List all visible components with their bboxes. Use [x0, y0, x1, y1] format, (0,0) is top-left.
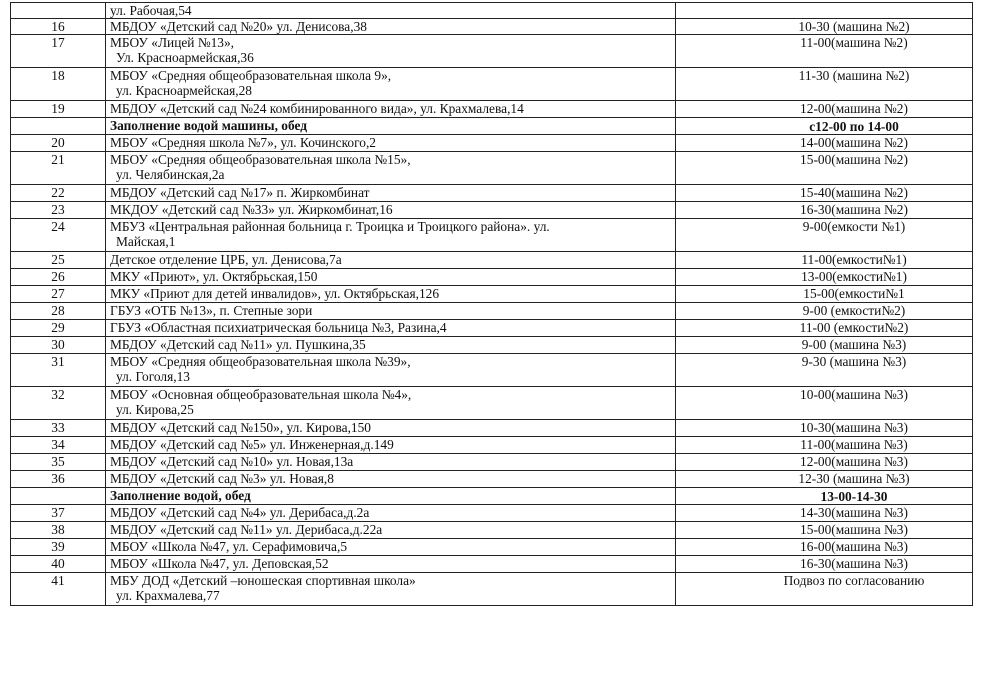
table-row — [11, 202, 973, 219]
section-row — [11, 118, 973, 135]
schedule-time: 16-30(машина №3) — [800, 556, 908, 571]
table-row — [11, 252, 973, 269]
institution-address: ул. Крахмалева,77 — [116, 588, 220, 603]
row-number: 24 — [11, 219, 106, 252]
schedule-time: 15-00(машина №3) — [800, 522, 908, 537]
institution-cell — [106, 286, 676, 303]
institution-cell — [106, 488, 676, 505]
schedule-table — [10, 2, 973, 606]
schedule-time-cell — [676, 118, 973, 135]
row-number: 16 — [11, 19, 106, 35]
institution-name: МКДОУ «Детский сад №33» ул. Жиркомбинат,16 — [110, 202, 393, 217]
institution-cell — [106, 19, 676, 35]
schedule-time: 11-00(машина №2) — [800, 35, 908, 50]
institution-name: МБДОУ «Детский сад №11» ул. Пушкина,35 — [110, 337, 366, 352]
row-number — [11, 488, 106, 505]
institution-cell — [106, 420, 676, 437]
schedule-time: Подвоз по согласованию — [783, 573, 925, 588]
schedule-time: 13-00(емкости№1) — [801, 269, 907, 284]
table-row — [11, 152, 973, 185]
schedule-time: 12-00(машина №2) — [800, 101, 908, 116]
institution-name: МБДОУ «Детский сад №24 комбинированного вида», ул. Крахмалева,14 — [110, 101, 524, 116]
row-number: 19 — [11, 101, 106, 118]
schedule-time-cell — [676, 185, 973, 202]
schedule-time-cell — [676, 269, 973, 286]
institution-cell — [106, 135, 676, 152]
institution-cell — [106, 118, 676, 135]
table-row — [11, 387, 973, 420]
table-row — [11, 68, 973, 101]
institution-name: Заполнение водой, обед — [110, 488, 251, 503]
institution-name: МБОУ «Школа №47, ул. Деповская,52 — [110, 556, 329, 571]
schedule-time-cell — [676, 219, 973, 252]
table-row — [11, 303, 973, 320]
row-number: 31 — [11, 354, 106, 387]
schedule-time-cell — [676, 152, 973, 185]
row-number: 28 — [11, 303, 106, 320]
row-number: 22 — [11, 185, 106, 202]
schedule-time: с12-00 по 14-00 — [809, 118, 899, 134]
section-row — [11, 488, 973, 505]
schedule-time-cell — [676, 19, 973, 35]
institution-cell — [106, 152, 676, 185]
institution-cell — [106, 252, 676, 269]
schedule-time-cell — [676, 101, 973, 118]
row-number: 32 — [11, 387, 106, 420]
institution-name: МБДОУ «Детский сад №20» ул. Денисова,38 — [110, 19, 367, 34]
row-number: 25 — [11, 252, 106, 269]
institution-name: МБОУ «Средняя общеобразовательная школа №15», — [110, 152, 411, 167]
schedule-time: 11-00(машина №3) — [800, 437, 908, 452]
table-row — [11, 522, 973, 539]
institution-cell — [106, 522, 676, 539]
row-number: 20 — [11, 135, 106, 152]
schedule-time-cell — [676, 3, 973, 19]
schedule-time-cell — [676, 354, 973, 387]
row-number: 37 — [11, 505, 106, 522]
institution-cell — [106, 505, 676, 522]
table-row — [11, 219, 973, 252]
institution-address: Ул. Красноармейская,36 — [116, 50, 254, 65]
schedule-time: 13-00-14-30 — [820, 488, 888, 504]
schedule-time: 9-30 (машина №3) — [801, 354, 907, 369]
institution-name: МКУ «Приют для детей инвалидов», ул. Октябрьская,126 — [110, 286, 440, 301]
institution-name: ул. Рабочая,54 — [110, 3, 192, 18]
schedule-time-cell — [676, 303, 973, 320]
row-number: 26 — [11, 269, 106, 286]
table-row — [11, 354, 973, 387]
schedule-time-cell — [676, 556, 973, 573]
row-number: 33 — [11, 420, 106, 437]
schedule-time-cell — [676, 337, 973, 354]
schedule-time: 10-30(машина №3) — [800, 420, 908, 435]
row-number: 36 — [11, 471, 106, 488]
schedule-time-cell — [676, 573, 973, 606]
table-row — [11, 337, 973, 354]
table-row — [11, 35, 973, 68]
institution-address: ул. Гоголя,13 — [116, 369, 190, 384]
institution-cell — [106, 202, 676, 219]
table-row — [11, 101, 973, 118]
institution-name: МБОУ «Средняя школа №7», ул. Кочинского,2 — [110, 135, 376, 150]
institution-cell — [106, 269, 676, 286]
row-number — [11, 118, 106, 135]
row-number: 38 — [11, 522, 106, 539]
row-number: 39 — [11, 539, 106, 556]
table-row — [11, 454, 973, 471]
schedule-time-cell — [676, 539, 973, 556]
row-number: 18 — [11, 68, 106, 101]
schedule-body — [11, 3, 973, 606]
institution-cell — [106, 185, 676, 202]
institution-name: ГБУЗ «Областная психиатрическая больница №3, Разина,4 — [110, 320, 447, 335]
table-row — [11, 471, 973, 488]
row-number: 29 — [11, 320, 106, 337]
schedule-time: 9-00 (машина №3) — [801, 337, 907, 352]
schedule-time: 15-00(емкости№1 — [803, 286, 905, 301]
table-row — [11, 420, 973, 437]
table-row — [11, 3, 973, 19]
row-number: 17 — [11, 35, 106, 68]
schedule-time-cell — [676, 505, 973, 522]
schedule-time: 15-40(машина №2) — [800, 185, 908, 200]
table-row — [11, 437, 973, 454]
row-number: 40 — [11, 556, 106, 573]
schedule-time-cell — [676, 35, 973, 68]
row-number: 23 — [11, 202, 106, 219]
row-number: 21 — [11, 152, 106, 185]
institution-name: МБОУ «Школа №47, ул. Серафимовича,5 — [110, 539, 348, 554]
institution-name: МБУ ДОД «Детский –юношеская спортивная школа» — [110, 573, 416, 588]
institution-name: МБДОУ «Детский сад №4» ул. Дерибаса,д.2а — [110, 505, 370, 520]
table-row — [11, 320, 973, 337]
schedule-time-cell — [676, 252, 973, 269]
institution-name: Детское отделение ЦРБ, ул. Денисова,7а — [110, 252, 342, 267]
institution-name: МБДОУ «Детский сад №10» ул. Новая,13а — [110, 454, 354, 469]
institution-cell — [106, 354, 676, 387]
institution-cell — [106, 337, 676, 354]
institution-cell — [106, 387, 676, 420]
schedule-time-cell — [676, 286, 973, 303]
schedule-time: 11-00 (емкости№2) — [799, 320, 909, 335]
schedule-time: 10-30 (машина №2) — [798, 19, 910, 34]
row-number — [11, 3, 106, 19]
schedule-time: 15-00(машина №2) — [800, 152, 908, 167]
row-number: 41 — [11, 573, 106, 606]
schedule-time: 12-30 (машина №3) — [798, 471, 910, 486]
institution-name: МБДОУ «Детский сад №150», ул. Кирова,150 — [110, 420, 372, 435]
institution-name: МБДОУ «Детский сад №11» ул. Дерибаса,д.22а — [110, 522, 383, 537]
schedule-time: 9-00(емкости №1) — [802, 219, 906, 234]
table-row — [11, 269, 973, 286]
institution-name: МБДОУ «Детский сад №5» ул. Инженерная,д.149 — [110, 437, 394, 452]
institution-address: ул. Кирова,25 — [116, 402, 194, 417]
institution-address: Майская,1 — [116, 234, 176, 249]
row-number: 35 — [11, 454, 106, 471]
institution-cell — [106, 3, 676, 19]
schedule-time-cell — [676, 320, 973, 337]
table-row — [11, 573, 973, 606]
institution-cell — [106, 539, 676, 556]
institution-name: МБОУ «Лицей №13», — [110, 35, 235, 50]
institution-cell — [106, 35, 676, 68]
institution-name: МБДОУ «Детский сад №3» ул. Новая,8 — [110, 471, 334, 486]
schedule-time-cell — [676, 471, 973, 488]
institution-cell — [106, 573, 676, 606]
schedule-time: 12-00(машина №3) — [800, 454, 908, 469]
institution-cell — [106, 101, 676, 118]
schedule-time-cell — [676, 387, 973, 420]
schedule-time: 14-30(машина №3) — [800, 505, 908, 520]
institution-cell — [106, 320, 676, 337]
schedule-time: 16-30(машина №2) — [800, 202, 908, 217]
institution-address: ул. Красноармейская,28 — [116, 83, 252, 98]
institution-cell — [106, 556, 676, 573]
schedule-time-cell — [676, 68, 973, 101]
schedule-time-cell — [676, 522, 973, 539]
institution-cell — [106, 303, 676, 320]
schedule-time-cell — [676, 420, 973, 437]
table-row — [11, 286, 973, 303]
institution-cell — [106, 219, 676, 252]
schedule-time: 10-00(машина №3) — [800, 387, 908, 402]
table-row — [11, 135, 973, 152]
row-number: 30 — [11, 337, 106, 354]
institution-cell — [106, 471, 676, 488]
institution-cell — [106, 454, 676, 471]
institution-name: МКУ «Приют», ул. Октябрьская,150 — [110, 269, 318, 284]
institution-cell — [106, 437, 676, 454]
institution-address: ул. Челябинская,2а — [116, 167, 225, 182]
schedule-time: 14-00(машина №2) — [800, 135, 908, 150]
institution-name: Заполнение водой машины, обед — [110, 118, 308, 133]
table-row — [11, 539, 973, 556]
schedule-time: 11-30 (машина №2) — [798, 68, 910, 83]
institution-cell — [106, 68, 676, 101]
schedule-time: 16-00(машина №3) — [800, 539, 908, 554]
institution-name: ГБУЗ «ОТБ №13», п. Степные зори — [110, 303, 313, 318]
schedule-time-cell — [676, 135, 973, 152]
schedule-time-cell — [676, 454, 973, 471]
schedule-time: 9-00 (емкости№2) — [802, 303, 906, 318]
schedule-time-cell — [676, 202, 973, 219]
schedule-time-cell — [676, 488, 973, 505]
schedule-time-cell — [676, 437, 973, 454]
institution-name: МБОУ «Средняя общеобразовательная школа №39», — [110, 354, 411, 369]
institution-name: МБОУ «Основная общеобразовательная школа №4», — [110, 387, 412, 402]
institution-name: МБОУ «Средняя общеобразовательная школа 9», — [110, 68, 392, 83]
table-row — [11, 185, 973, 202]
row-number: 27 — [11, 286, 106, 303]
table-row — [11, 505, 973, 522]
table-row — [11, 19, 973, 35]
table-row — [11, 556, 973, 573]
row-number: 34 — [11, 437, 106, 454]
institution-name: МБУЗ «Центральная районная больница г. Троицка и Троицкого района». ул. — [110, 219, 550, 234]
institution-name: МБДОУ «Детский сад №17» п. Жиркомбинат — [110, 185, 370, 200]
schedule-time: 11-00(емкости№1) — [801, 252, 907, 267]
